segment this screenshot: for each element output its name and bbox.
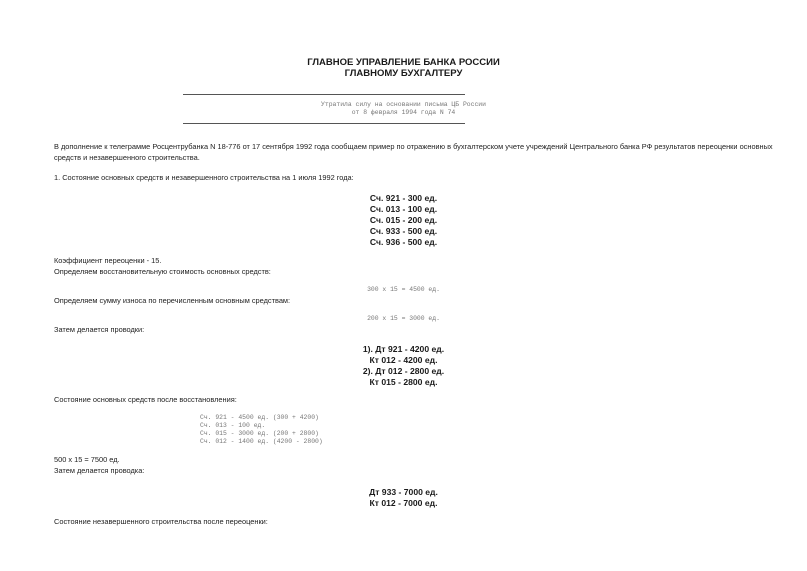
posting-line: Дт 933 - 7000 ед. <box>369 487 438 497</box>
account-line: Сч. 015 - 200 ед. <box>369 215 438 225</box>
after-restore-line: Сч. 921 - 4500 ед. (300 + 4200) <box>200 414 319 421</box>
posting-line: Кт 012 - 7000 ед. <box>369 498 438 508</box>
posting-line: 1). Дт 921 - 4200 ед. <box>362 344 445 354</box>
notice-top-rule <box>183 94 465 95</box>
account-line: Сч. 933 - 500 ед. <box>369 226 438 236</box>
coefficient-text: Коэффициент переоценки - 15. <box>54 256 162 265</box>
posting-line: 2). Дт 012 - 2800 ед. <box>362 366 445 376</box>
restore-formula: 300 x 15 = 4500 ед. <box>367 286 440 293</box>
notice-line-1: Утратила силу на основании письма ЦБ России <box>321 101 486 108</box>
document-title-line-1: ГЛАВНОЕ УПРАВЛЕНИЕ БАНКА РОССИИ <box>307 57 500 68</box>
after-restore-line: Сч. 015 - 3000 ед. (200 + 2800) <box>200 430 319 437</box>
document-title-line-2: ГЛАВНОМУ БУХГАЛТЕРУ <box>344 68 463 79</box>
wear-label: Определяем сумму износа по перечисленным основным средствам: <box>54 296 291 305</box>
after-restore-line: Сч. 012 - 1400 ед. (4200 - 2800) <box>200 438 323 445</box>
account-line: Сч. 936 - 500 ед. <box>369 237 438 247</box>
intro-paragraph: В дополнение к телеграмме Росцентрубанка N 18-776 от 17 сентября 1992 года сообщаем пример по отражению в бухгалтерском учете учреждений Центрального банка РФ результатов переоценки основных средств и незавершенного строительства. <box>54 142 773 162</box>
account-line: Сч. 013 - 100 ед. <box>369 204 438 214</box>
restore-label: Определяем восстановительную стоимость основных средств: <box>54 267 271 276</box>
wear-formula: 200 x 15 = 3000 ед. <box>367 315 440 322</box>
after-restore-line: Сч. 013 - 100 ед. <box>200 422 266 429</box>
postings-2-label: Затем делается проводка: <box>54 466 145 475</box>
final-label: Состояние незавершенного строительства после переоценки: <box>54 517 268 526</box>
calc-text: 500 x 15 = 7500 ед. <box>54 455 120 464</box>
postings-label: Затем делается проводки: <box>54 325 145 334</box>
section-1-heading: 1. Состояние основных средств и незавершенного строительства на 1 июля 1992 года: <box>54 173 354 182</box>
account-line: Сч. 921 - 300 ед. <box>369 193 438 203</box>
after-restore-label: Состояние основных средств после восстановления: <box>54 395 237 404</box>
posting-line: Кт 015 - 2800 ед. <box>369 377 438 387</box>
notice-line-2: от 8 февраля 1994 года N 74 <box>351 109 456 116</box>
posting-line: Кт 012 - 4200 ед. <box>369 355 438 365</box>
notice-bottom-rule <box>183 123 465 124</box>
